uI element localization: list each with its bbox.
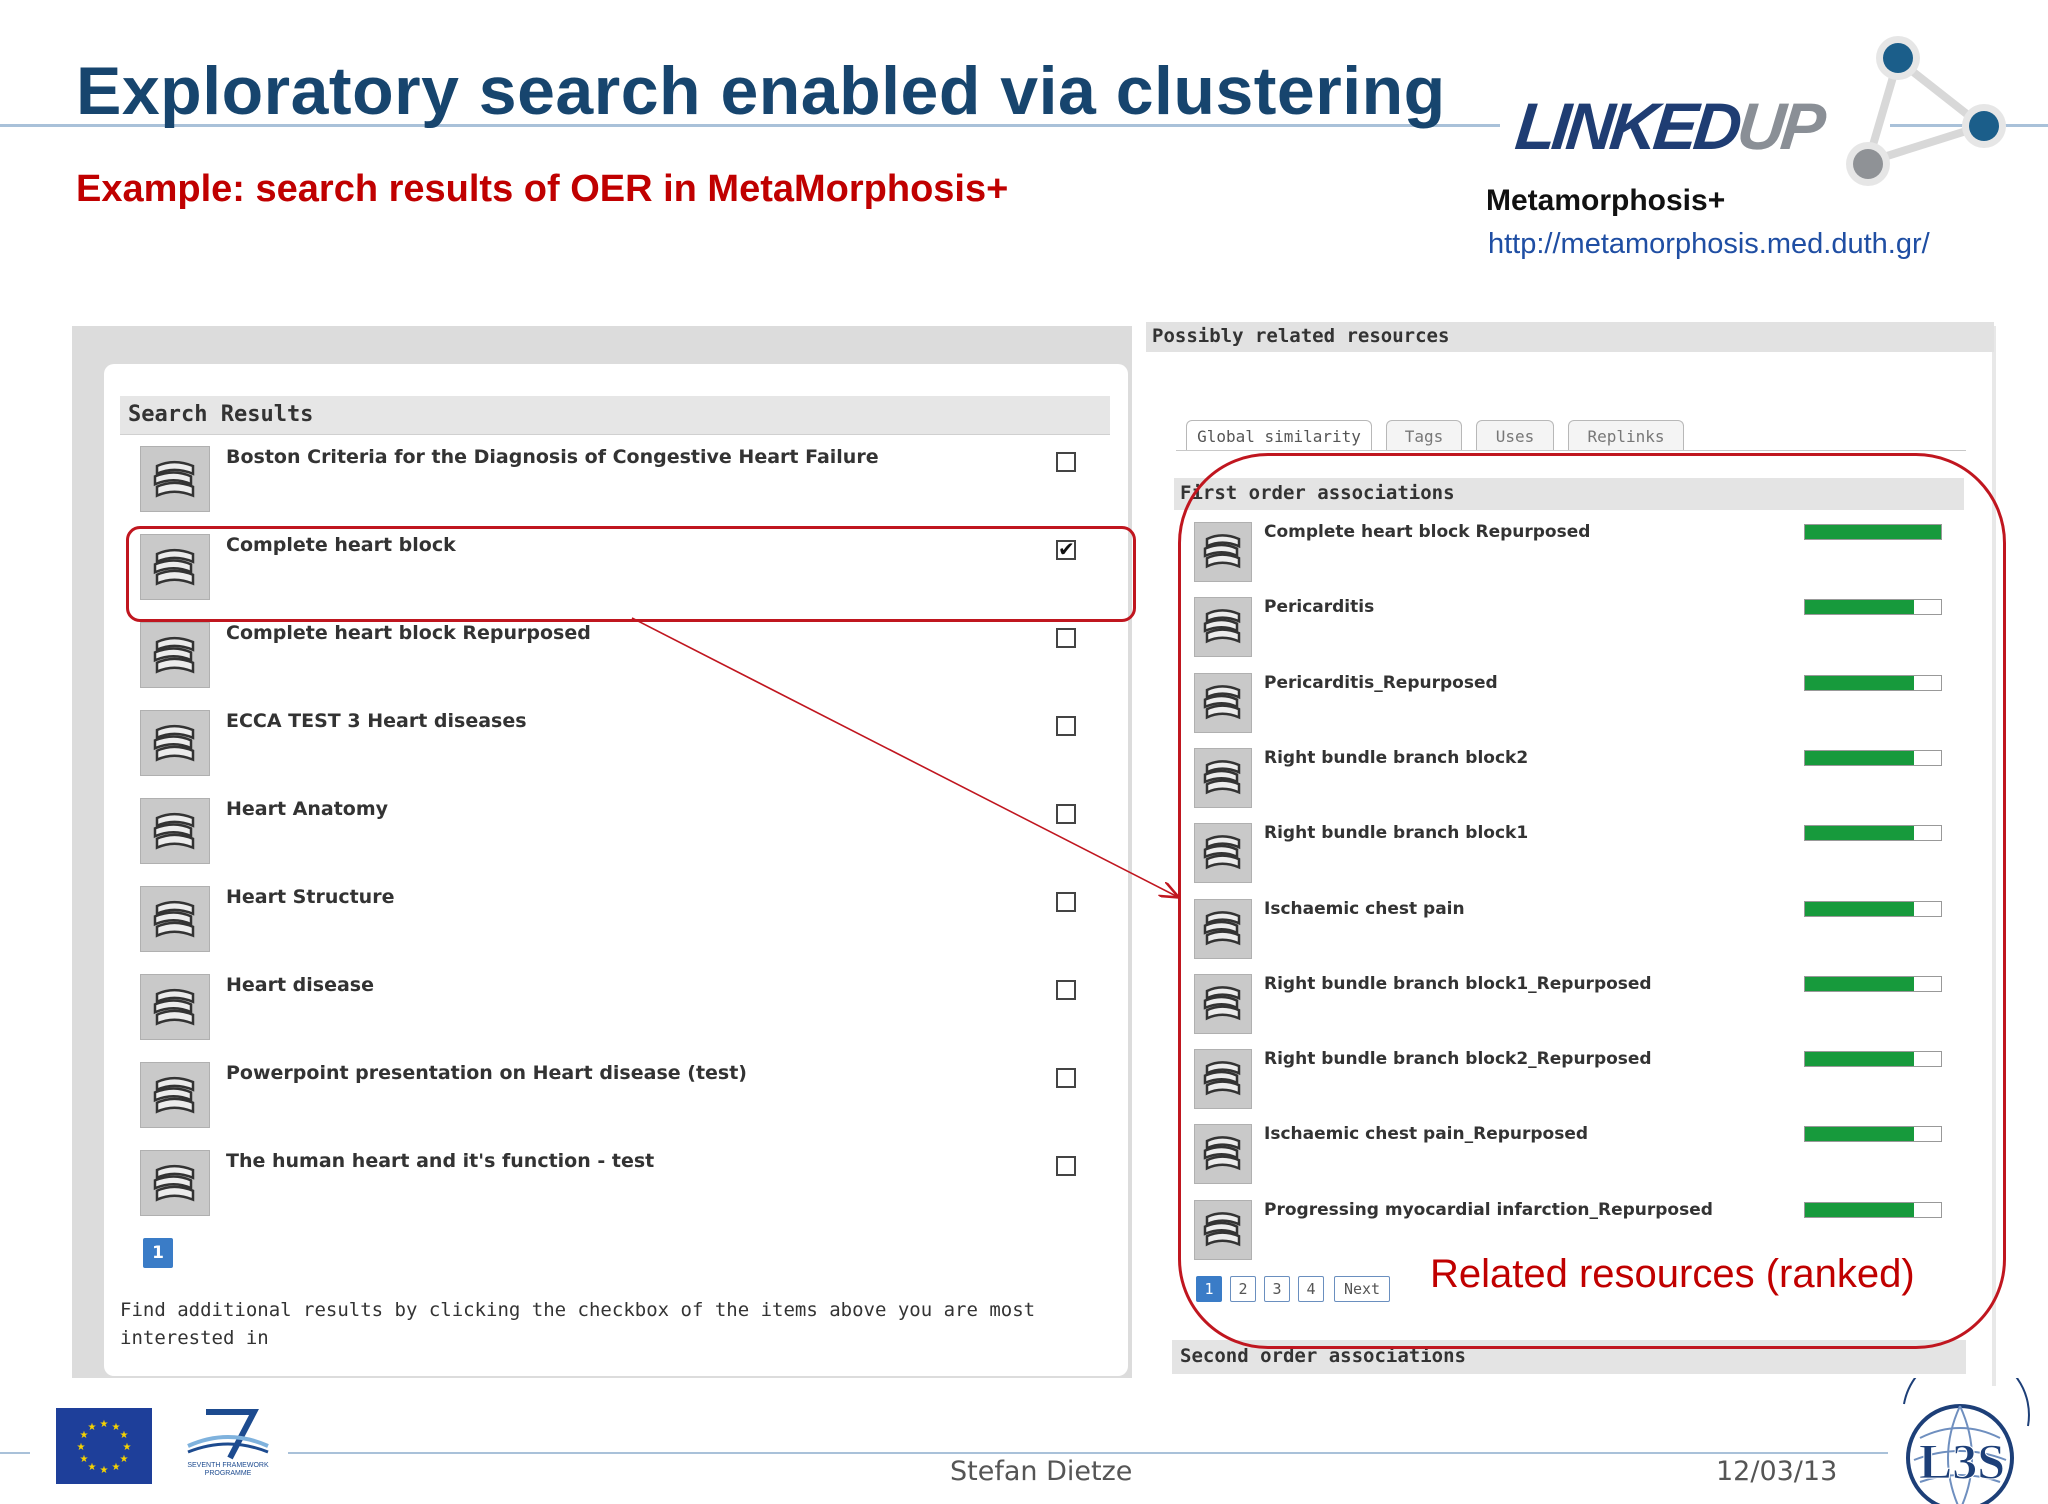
fp7-logo xyxy=(184,1406,272,1486)
svg-text:★: ★ xyxy=(87,1422,97,1433)
svg-text:★: ★ xyxy=(111,1422,121,1433)
search-result-title[interactable]: Heart disease xyxy=(226,974,375,996)
related-resource-title[interactable]: Right bundle branch block1 xyxy=(1264,823,1529,844)
footer-date: 12/03/13 xyxy=(1716,1456,1838,1487)
tab-tags[interactable]: Tags xyxy=(1386,420,1462,451)
related-resource-title[interactable]: Progressing myocardial infarction_Repurposed xyxy=(1264,1199,1713,1220)
svg-text:★: ★ xyxy=(122,1442,132,1453)
search-result-title[interactable]: Boston Criteria for the Diagnosis of Congestive Heart Failure xyxy=(226,446,879,468)
slide-title: Exploratory search enabled via clustering xyxy=(76,53,1446,129)
related-next-button[interactable]: Next xyxy=(1334,1276,1390,1302)
footer-author: Stefan Dietze xyxy=(950,1456,1133,1487)
related-resources-annotation: Related resources (ranked) xyxy=(1430,1252,1915,1296)
search-result-title[interactable]: Powerpoint presentation on Heart disease (test) xyxy=(226,1062,747,1084)
search-result-title[interactable]: Complete heart block Repurposed xyxy=(226,622,591,644)
second-order-header-label: Second order associations xyxy=(1180,1345,1466,1367)
related-resource-title[interactable]: Ischaemic chest pain xyxy=(1264,898,1465,919)
related-page-4[interactable]: 4 xyxy=(1298,1276,1324,1302)
related-resource-title[interactable]: Complete heart block Repurposed xyxy=(1264,522,1591,542)
related-page-1[interactable]: 1 xyxy=(1196,1276,1222,1302)
search-result-title[interactable]: ECCA TEST 3 Heart diseases xyxy=(226,710,527,732)
search-result-title[interactable]: Heart Anatomy xyxy=(226,798,389,820)
search-hint: Find additional results by clicking the checkbox of the items above you are most interested in xyxy=(120,1299,1036,1349)
related-page-3[interactable]: 3 xyxy=(1264,1276,1290,1302)
svg-text:★: ★ xyxy=(119,1430,129,1441)
slide-subtitle: Example: search results of OER in MetaMorphosis+ xyxy=(76,168,1009,210)
svg-text:L3S: L3S xyxy=(1918,1433,2006,1489)
search-results-header-label: Search Results xyxy=(128,402,314,427)
search-result-title[interactable]: Heart Structure xyxy=(226,886,395,908)
footer-rule-left xyxy=(0,1452,30,1454)
source-name: Metamorphosis+ xyxy=(1486,184,1726,217)
footer-rule xyxy=(288,1452,1888,1454)
related-resource-title[interactable]: Ischaemic chest pain_Repurposed xyxy=(1264,1124,1589,1145)
search-result-title[interactable]: The human heart and it's function - test xyxy=(226,1150,655,1172)
eu-flag-logo xyxy=(56,1408,152,1484)
l3s-logo xyxy=(1880,1378,2040,1504)
related-resource-title[interactable]: Pericarditis_Repurposed xyxy=(1264,672,1498,693)
related-resource-title[interactable]: Right bundle branch block1_Repurposed xyxy=(1264,973,1652,994)
svg-text:★: ★ xyxy=(111,1462,121,1473)
related-resource-title[interactable]: Right bundle branch block2_Repurposed xyxy=(1264,1049,1652,1070)
search-result-title[interactable]: Complete heart block xyxy=(226,534,456,556)
tab-replinks[interactable]: Replinks xyxy=(1568,420,1684,451)
source-url[interactable]: http://metamorphosis.med.duth.gr/ xyxy=(1488,228,1930,260)
logo-text-up: UP xyxy=(1733,89,1826,163)
tab-global-similarity[interactable]: Global similarity xyxy=(1186,420,1372,451)
logo-text-main: LINKED xyxy=(1512,89,1742,163)
first-order-header-label: First order associations xyxy=(1180,482,1455,504)
eu-stars-icon xyxy=(56,1408,152,1484)
svg-text:★: ★ xyxy=(79,1430,89,1441)
svg-text:★: ★ xyxy=(119,1454,129,1465)
related-resources-header-label: Possibly related resources xyxy=(1152,325,1450,347)
fp7-seven-icon xyxy=(184,1406,272,1462)
tab-uses[interactable]: Uses xyxy=(1476,420,1554,451)
results-page-button[interactable]: 1 xyxy=(143,1238,173,1268)
related-resource-title[interactable]: Pericarditis xyxy=(1264,597,1375,618)
svg-text:★: ★ xyxy=(87,1462,97,1473)
fp7-logo-text: SEVENTH FRAMEWORK PROGRAMME xyxy=(187,1462,269,1477)
related-page-2[interactable]: 2 xyxy=(1230,1276,1256,1302)
svg-text:★: ★ xyxy=(76,1442,86,1453)
svg-text:★: ★ xyxy=(99,1465,109,1476)
svg-text:★: ★ xyxy=(79,1454,89,1465)
related-resource-title[interactable]: Right bundle branch block2 xyxy=(1264,747,1529,768)
svg-text:★: ★ xyxy=(99,1419,109,1430)
